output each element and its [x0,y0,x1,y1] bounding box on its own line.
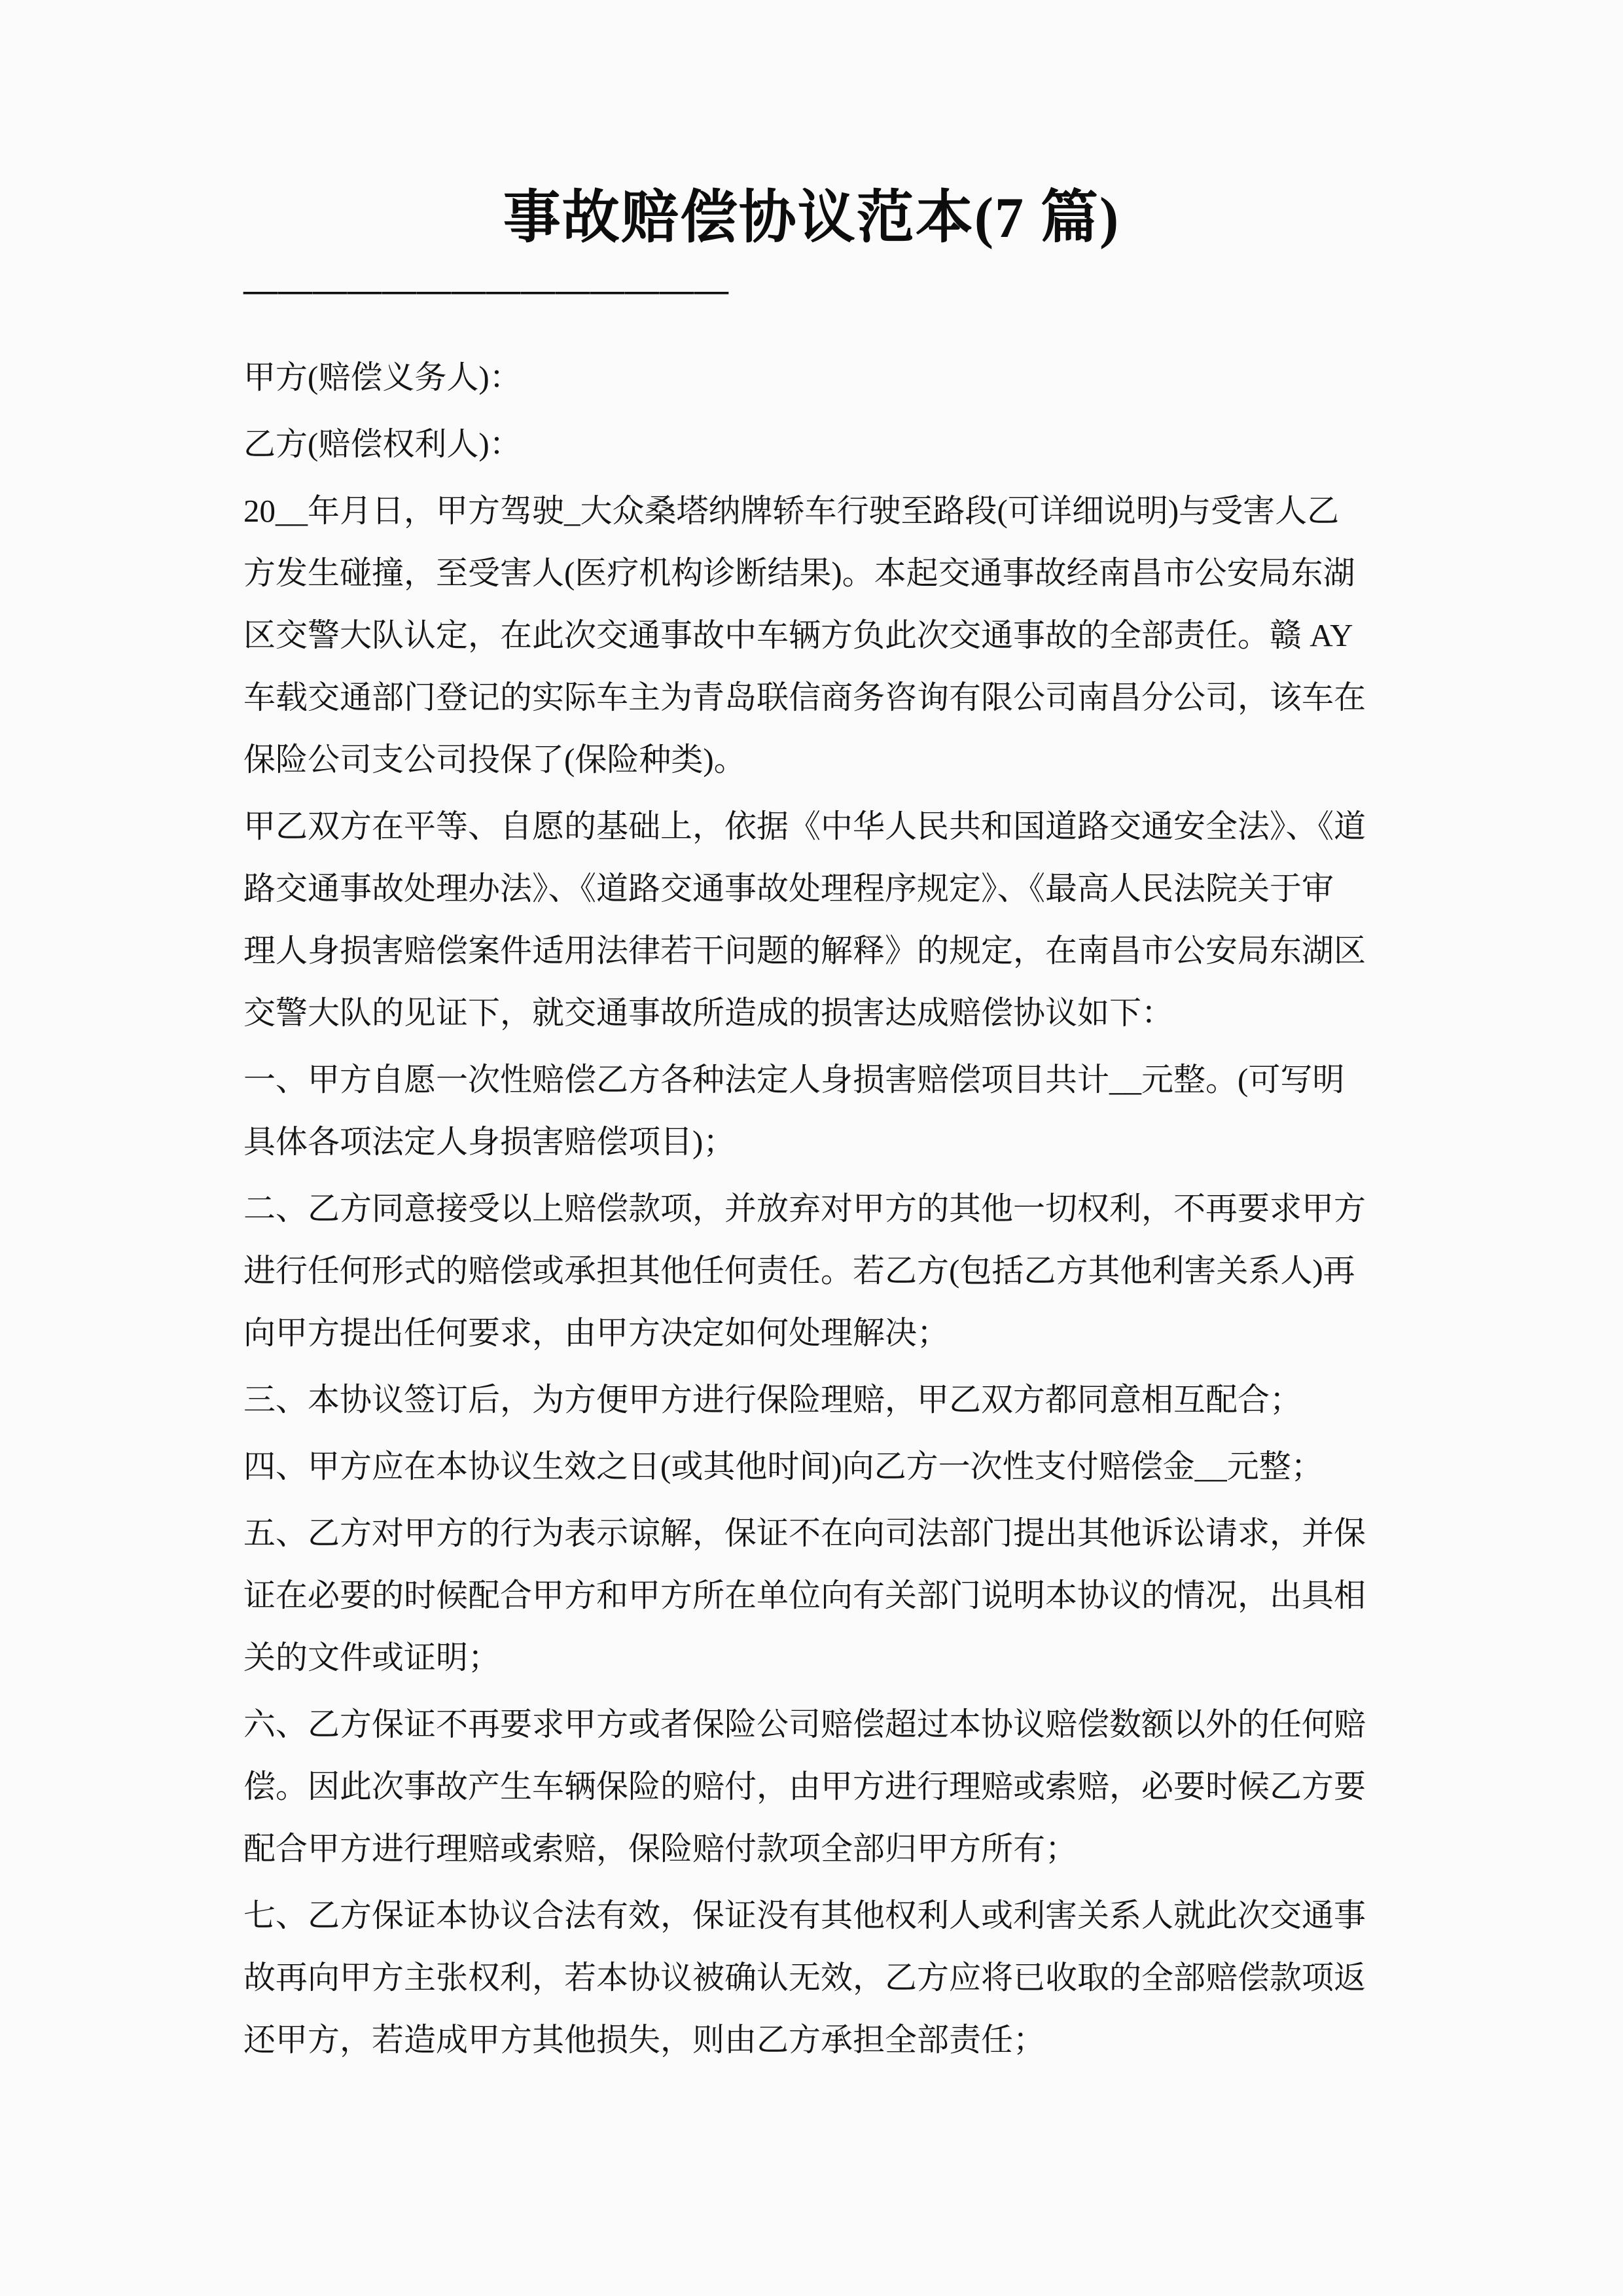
text-line: 交警大队的见证下，就交通事故所造成的损害达成赔偿协议如下： [243,995,1174,1031]
text-line: 甲方(赔偿义务人)： [243,359,522,395]
text-line: 乙方(赔偿权利人)： [243,426,522,462]
text-line: 进行任何形式的赔偿或承担其他任何责任。若乙方(包括乙方其他利害关系人)再 [243,1253,1355,1289]
paragraph [243,1435,1400,1498]
text-line: 偿。因此次事故产生车辆保险的赔付，由甲方进行理赔或索赔，必要时候乙方要 [243,1768,1366,1804]
text-line: 证在必要的时候配合甲方和甲方所在单位向有关部门说明本协议的情况，出具相 [243,1577,1366,1613]
text-line: 配合甲方进行理赔或索赔，保险赔付款项全部归甲方所有； [243,1831,1078,1867]
paragraph [243,1369,1400,1431]
paragraph [243,1693,1400,1880]
text-line: 保险公司支公司投保了(保险种类)。 [243,742,746,778]
paragraph [243,346,1400,408]
text-line: 六、乙方保证不再要求甲方或者保险公司赔偿超过本协议赔偿数额以外的任何赔 [243,1706,1366,1742]
paragraph [243,413,1400,475]
text-line: 路交通事故处理办法》、《道路交通事故处理程序规定》、《最高人民法院关于审 [243,870,1334,906]
paragraph [243,795,1400,1044]
paragraph [243,1884,1400,2071]
paragraph [243,1502,1400,1689]
paragraph [243,480,1400,791]
text-line: 区交警大队认定，在此次交通事故中车辆方负此次交通事故的全部责任。赣 AY [243,617,1353,653]
paragraph [243,1177,1400,1364]
text-line: 三、本协议签订后，为方便甲方进行保险理赔，甲乙双方都同意相互配合； [243,1382,1302,1418]
paragraph [243,1049,1400,1173]
page-title: 事故赔偿协议范本(7 篇) [503,187,1120,250]
text-line: 二、乙方同意接受以上赔偿款项，并放弃对甲方的其他一切权利，不再要求甲方 [243,1191,1366,1227]
text-line: 一、甲方自愿一次性赔偿乙方各种法定人身损害赔偿项目共计__元整。(可写明 [243,1062,1345,1098]
document-body [0,310,1623,2071]
text-line: 车载交通部门登记的实际车主为青岛联信商务咨询有限公司南昌分公司，该车在 [243,679,1366,715]
text-line: 理人身损害赔偿案件适用法律若干问题的解释》的规定，在南昌市公安局东湖区 [243,933,1366,969]
divider-line: —————————————— [243,272,729,309]
text-line: 故再向甲方主张权利，若本协议被确认无效，乙方应将已收取的全部赔偿款项返 [243,1960,1366,1996]
text-line: 20__年月日，甲方驾驶_大众桑塔纳牌轿车行驶至路段(可详细说明)与受害人乙 [243,493,1340,529]
text-line: 具体各项法定人身损害赔偿项目)； [243,1124,736,1160]
text-line: 五、乙方对甲方的行为表示谅解，保证不在向司法部门提出其他诉讼请求，并保 [243,1515,1366,1551]
text-line: 方发生碰撞，至受害人(医疗机构诊断结果)。本起交通事故经南昌市公安局东湖 [243,555,1355,591]
text-line: 四、甲方应在本协议生效之日(或其他时间)向乙方一次性支付赔偿金__元整； [243,1448,1323,1484]
text-line: 还甲方，若造成甲方其他损失，则由乙方承担全部责任； [243,2022,1046,2058]
text-line: 关的文件或证明； [243,1640,501,1676]
text-line: 向甲方提出任何要求，由甲方决定如何处理解决； [243,1315,950,1351]
text-line: 甲乙双方在平等、自愿的基础上，依据《中华人民共和国道路交通安全法》、《道 [243,808,1366,844]
text-line: 七、乙方保证本协议合法有效，保证没有其他权利人或利害关系人就此次交通事 [243,1897,1366,1933]
